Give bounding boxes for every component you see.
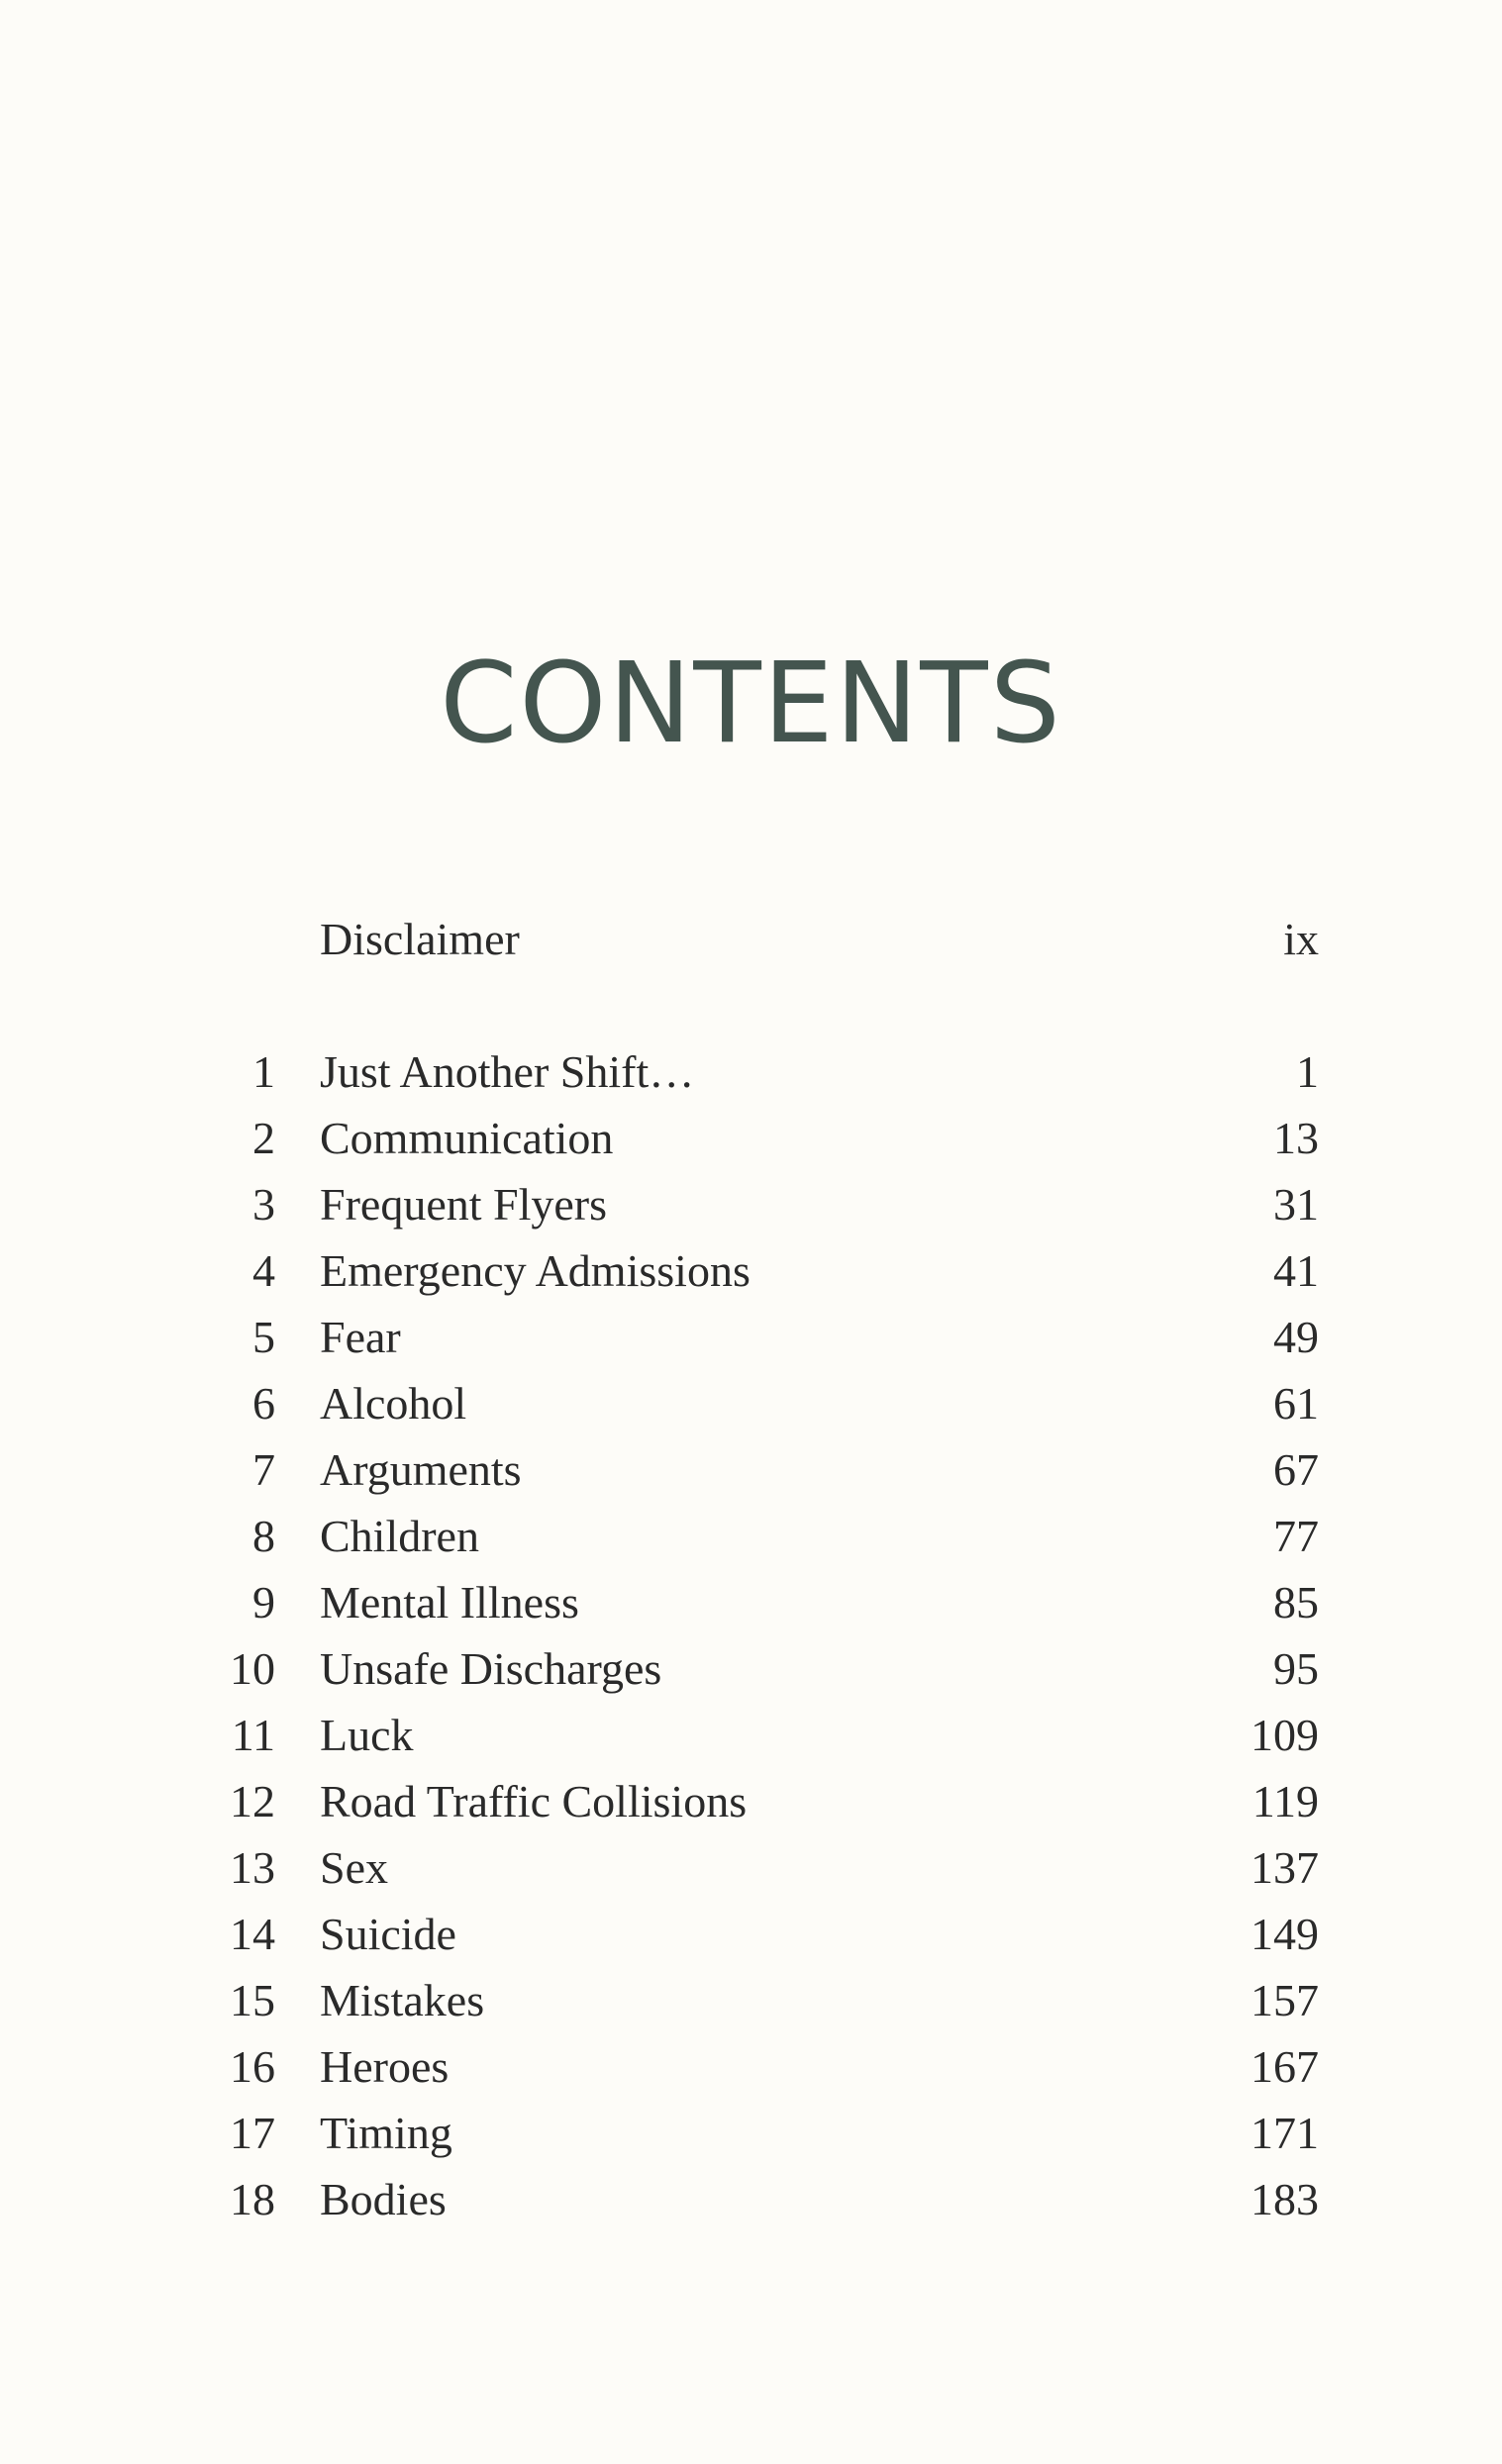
toc-entry-page: 183 [1251, 2174, 1319, 2224]
toc-chapter-number: 13 [230, 1842, 275, 1893]
toc-entry-label: Children [320, 1511, 479, 1561]
toc-entry [0, 1237, 1502, 1304]
toc-chapter-number: 15 [230, 1975, 275, 2025]
toc-entry-label: Disclaimer [320, 914, 520, 964]
toc-entry-page: 167 [1251, 2041, 1319, 2092]
toc-entry-label: Mental Illness [320, 1577, 579, 1627]
toc-entry-label: Heroes [320, 2041, 450, 2092]
toc-chapter-number: 18 [230, 2174, 275, 2224]
toc-entry-label: Timing [320, 2108, 452, 2158]
toc-chapter-number: 17 [230, 2108, 275, 2158]
toc-entry-page: 137 [1251, 1842, 1319, 1893]
toc-entry-label: Bodies [320, 2174, 447, 2224]
toc-entry-page: 41 [1273, 1245, 1319, 1296]
toc-entry-label: Just Another Shift… [320, 1046, 695, 1097]
toc-chapter-number: 4 [252, 1245, 275, 1296]
toc-entry-label: Arguments [320, 1444, 522, 1495]
toc-entry-page: 49 [1273, 1312, 1319, 1362]
toc-entry-disclaimer [0, 906, 1502, 972]
toc-entry-page: 171 [1251, 2108, 1319, 2158]
toc-entry [0, 1967, 1502, 2033]
toc-entry-label: Suicide [320, 1909, 456, 1959]
toc-entry-label: Unsafe Discharges [320, 1643, 662, 1694]
toc-entry-page: 67 [1273, 1444, 1319, 1495]
toc-entry-label: Emergency Admissions [320, 1245, 751, 1296]
toc-entry-label: Fear [320, 1312, 401, 1362]
toc-entry [0, 1370, 1502, 1436]
toc-entry-label: Frequent Flyers [320, 1179, 608, 1230]
toc-chapter-number: 14 [230, 1909, 275, 1959]
toc-entry [0, 1105, 1502, 1171]
toc-chapter-number: 9 [252, 1577, 275, 1627]
toc-entry-label: Mistakes [320, 1975, 485, 2025]
toc-entry-page: 31 [1273, 1179, 1319, 1230]
toc-entry-label: Communication [320, 1113, 614, 1163]
toc-chapter-number: 11 [231, 1710, 275, 1760]
toc-entry [0, 2033, 1502, 2100]
toc-chapter-number: 6 [252, 1378, 275, 1429]
toc-entry [0, 1901, 1502, 1967]
toc-chapter-number: 2 [252, 1113, 275, 1163]
toc-entry-page: 119 [1252, 1776, 1319, 1826]
toc-entry-page: 149 [1251, 1909, 1319, 1959]
toc-entry-page: 1 [1296, 1046, 1319, 1097]
page-title: CONTENTS [440, 640, 1062, 768]
toc-entry-page: 85 [1273, 1577, 1319, 1627]
toc-entry [0, 1304, 1502, 1370]
toc-entry-page: ix [1283, 914, 1319, 964]
toc-entry [0, 1834, 1502, 1901]
toc-entry [0, 1171, 1502, 1237]
toc-chapter-number: 12 [230, 1776, 275, 1826]
toc-entry [0, 1702, 1502, 1768]
toc-chapter-number: 16 [230, 2041, 275, 2092]
toc-entry [0, 2166, 1502, 2232]
toc-entry [0, 1038, 1502, 1105]
toc-entry [0, 1569, 1502, 1635]
toc-entry [0, 1436, 1502, 1503]
toc-entry-page: 95 [1273, 1643, 1319, 1694]
toc-entry-label: Alcohol [320, 1378, 467, 1429]
toc-entry-page: 13 [1273, 1113, 1319, 1163]
toc-entry-label: Sex [320, 1842, 388, 1893]
toc-entry [0, 2100, 1502, 2166]
toc-entry-page: 61 [1273, 1378, 1319, 1429]
toc-entry-page: 109 [1251, 1710, 1319, 1760]
toc-chapter-number: 1 [252, 1046, 275, 1097]
toc-entry-page: 77 [1273, 1511, 1319, 1561]
toc-chapter-number: 5 [252, 1312, 275, 1362]
toc-entry-page: 157 [1251, 1975, 1319, 2025]
toc-chapter-number: 8 [252, 1511, 275, 1561]
toc-chapter-number: 7 [252, 1444, 275, 1495]
toc-entry-label: Luck [320, 1710, 414, 1760]
toc-entry-label: Road Traffic Collisions [320, 1776, 748, 1826]
toc-chapter-number: 10 [230, 1643, 275, 1694]
toc-entry [0, 1503, 1502, 1569]
toc-entry [0, 1635, 1502, 1702]
toc-entry [0, 1768, 1502, 1834]
toc-chapter-number: 3 [252, 1179, 275, 1230]
